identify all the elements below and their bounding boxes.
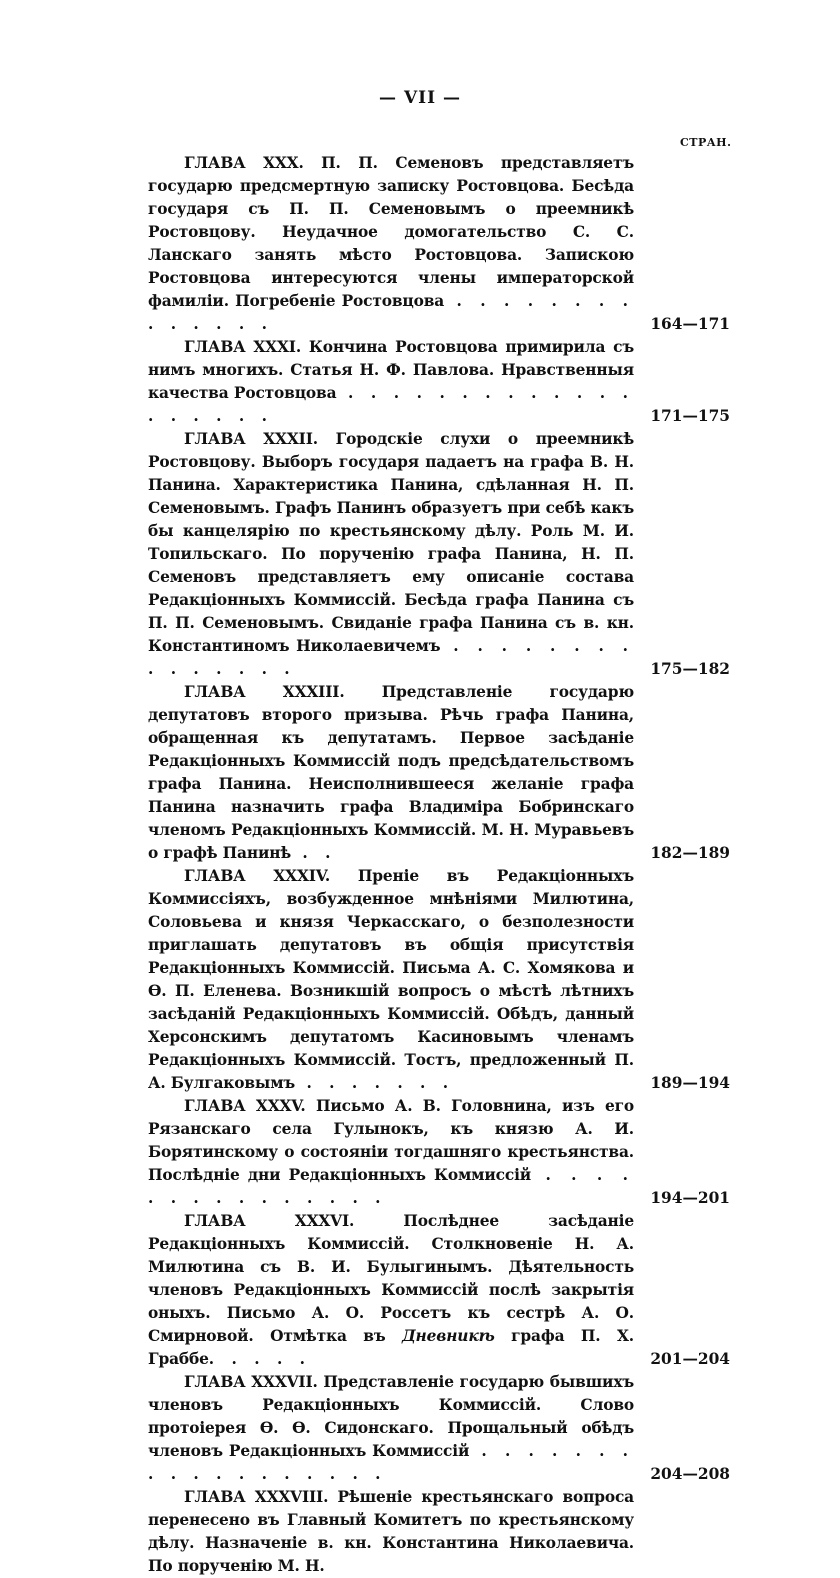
dot-leader: . . . . . . . . . . . . . . . [148, 1166, 634, 1207]
entry-italic: Дневникѣ [402, 1327, 495, 1345]
toc-entry-chapter-32 [148, 428, 734, 681]
toc-entry-text [148, 428, 634, 681]
dot-leader: . . . . . . . . . . . . . . . . . . [148, 1442, 635, 1483]
toc-entry-text [148, 681, 634, 865]
page-range: 175—182 [650, 660, 730, 678]
entry-title: ГЛАВА XXXIV. Преніе въ Редакціонныхъ Коммиссіяхъ, возбужденное мнѣніями Милютина, Соловьева и князя Черкасскаго, о безполезности приглашать депутатовъ въ общія присутствія Редакціонныхъ Коммиссій. Письма А. С. Хомякова и Ѳ. П. Еленева. Возникшій вопросъ о мѣстѣ лѣтнихъ засѣданій Редакціонныхъ Коммиссій. Обѣдъ, данный Херсонскимъ депутатомъ Касиновымъ членамъ Редакціонныхъ Коммиссій. Тостъ, предложенный П. А. Булгаковымъ [148, 867, 634, 1092]
page-number: — VII — [379, 88, 461, 108]
entry-title: ГЛАВА XXXVII. Представленіе государю бывшихъ членовъ Редакціонныхъ Коммиссій. Слово протоіерея Ѳ. Ѳ. Сидонскаго. Прощальный обѣдъ членовъ Редакціонныхъ Коммиссій [148, 1373, 634, 1460]
toc-entry-chapter-31 [148, 336, 734, 428]
page-range: 171—175 [650, 407, 730, 425]
toc-entry-text [148, 1486, 634, 1578]
entry-title: ГЛАВА XXXII. Городскіе слухи о преемникѣ Ростовцову. Выборъ государя падаетъ на графа В. Н. Панина. Характеристика Панина, сдѣланная Н. П. Семеновымъ. Графъ Панинъ образуетъ при себѣ какъ бы канцелярію по крестьянскому дѣлу. Роль М. И. Топильскаго. По порученію графа Панина, Н. П. Семеновъ представляетъ ему описаніе состава Редакціонныхъ Коммиссій. Бесѣда графа Панина съ П. П. Семеновымъ. Свиданіе графа Панина съ в. кн. Константиномъ Николаевичемъ [148, 430, 634, 655]
page-range: 182—189 [650, 844, 730, 862]
toc-entry-text [148, 152, 634, 336]
toc-entry-text [148, 336, 634, 428]
entry-title-continued: графа П. Х. Граббе [148, 1327, 635, 1368]
entry-title: ГЛАВА XXXVIII. Рѣшеніе крестьянскаго вопроса перенесено въ Главный Комитетъ по крестьянскому дѣлу. Назначеніе в. кн. Константина Николаевича. По порученію М. Н. [148, 1488, 634, 1575]
entry-title: ГЛАВА XXXV. Письмо А. В. Головнина, изъ его Рязанскаго села Гулынокъ, къ князю А. И. Борятинскому о состояніи тогдашняго крестьянства. Послѣдніе дни Редакціонныхъ Коммиссій [148, 1097, 634, 1184]
entry-title: ГЛАВА XXX. П. П. Семеновъ представляетъ государю предсмертную записку Ростовцова. Бесѣда государя съ П. П. Семеновымъ о преемникѣ Ростовцову. Неудачное домогательство С. С. Ланскаго занять мѣсто Ростовцова. Запискою Ростовцова интересуются члены императорской фамиліи. Погребеніе Ростовцова [148, 154, 634, 310]
dot-leader: . . [291, 844, 337, 862]
toc-entry-text [148, 1095, 634, 1210]
page-range: 164—171 [650, 315, 730, 333]
pages-column-label: СТРАН. [680, 136, 732, 149]
toc-entry-chapter-33 [148, 681, 734, 865]
page-range: 194—201 [650, 1189, 730, 1207]
toc-entry-text [148, 1371, 634, 1486]
dot-leader: . . . . . . . . . . . . . . . [148, 637, 634, 678]
toc-entry-text [148, 1210, 634, 1371]
table-of-contents [148, 152, 734, 1578]
toc-entry-chapter-34 [148, 865, 734, 1095]
toc-entry-chapter-35 [148, 1095, 734, 1210]
toc-entry-chapter-30 [148, 152, 734, 336]
entry-title: ГЛАВА XXXIII. Представленіе государю депутатовъ второго призыва. Рѣчь графа Панина, обращенная къ депутатамъ. Первое засѣданіе Редакціонныхъ Коммиссій подъ предсѣдательствомъ графа Панина. Неисполнившееся желаніе графа Панина назначить графа Владиміра Бобринскаго членомъ Редакціонныхъ Коммиссій. М. Н. Муравьевъ о графѣ Панинѣ [148, 683, 634, 862]
dot-leader: . . . . . . . [295, 1074, 455, 1092]
entry-title: ГЛАВА XXXVI. Послѣднее засѣданіе Редакціонныхъ Коммиссій. Столкновеніе Н. А. Милютина съ В. И. Булыгинымъ. Дѣятельность членовъ Редакціонныхъ Коммиссій послѣ закрытія оныхъ. Письмо А. О. Россетъ къ сестрѣ А. О. Смирновой. Отмѣтка въ [148, 1212, 634, 1345]
dot-leader: . . . . . . . . . . . . . . . . . . . [148, 384, 635, 425]
toc-entry-chapter-36 [148, 1210, 734, 1371]
toc-entry-chapter-38 [148, 1486, 734, 1578]
page-range: 204—208 [650, 1465, 730, 1483]
page-range: 201—204 [650, 1350, 730, 1368]
toc-entry-text [148, 865, 634, 1095]
dot-leader: . . . . . . . . . . . . . . [148, 292, 635, 333]
page-range: 189—194 [650, 1074, 730, 1092]
toc-entry-chapter-37 [148, 1371, 734, 1486]
entry-title: ГЛАВА XXXI. Кончина Ростовцова примирила съ нимъ многихъ. Статья Н. Ф. Павлова. Нравственныя качества Ростовцова [148, 338, 634, 402]
dot-leader: . . . . . [208, 1350, 312, 1368]
